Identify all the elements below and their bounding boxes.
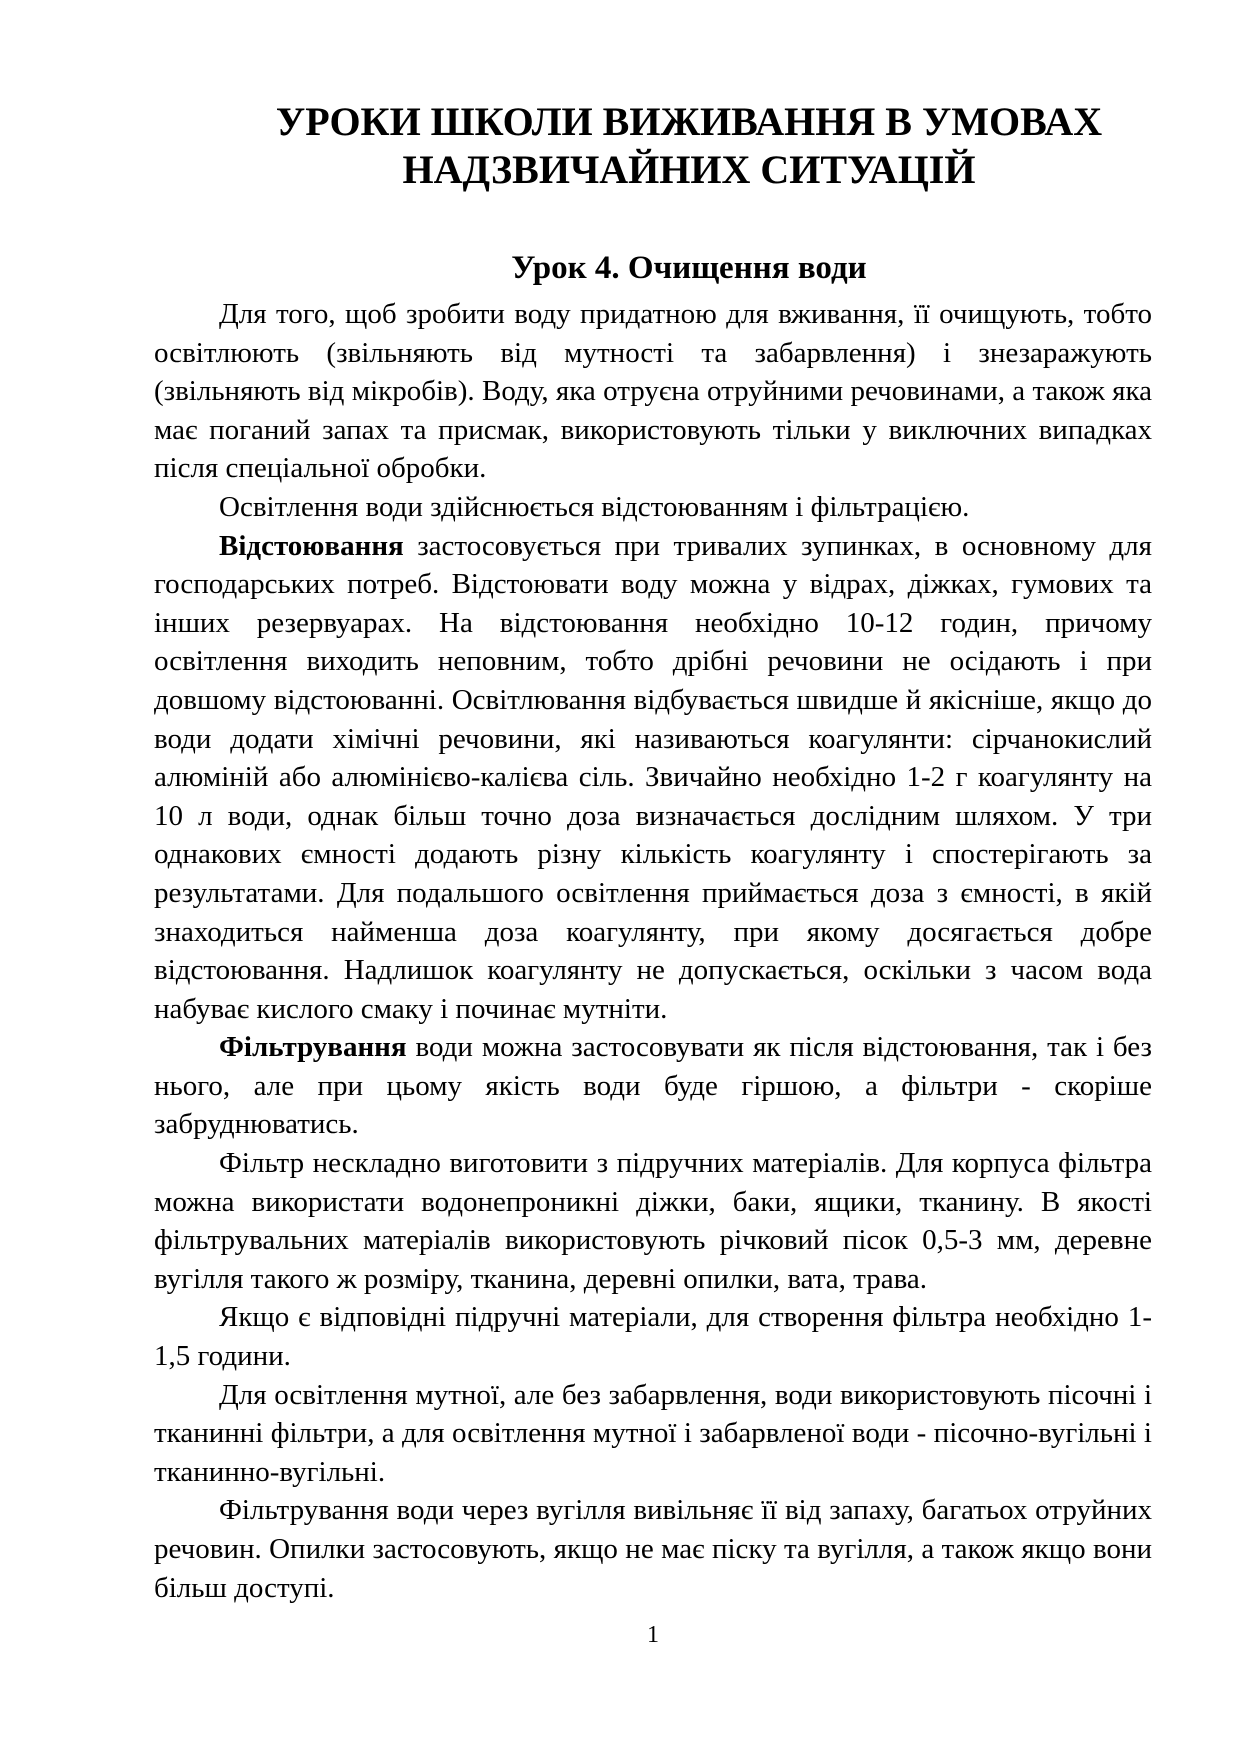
page-number: 1 — [647, 1622, 659, 1648]
paragraph: Для того, щоб зробити воду придатною для вживання, її очищують, тобто освітлюють (звільняють від мутності та забарвлення) і знезаражують (звільняють від мікробів). Воду, яка отруєна отруйними речовинами, а також яка має поганий запах та присмак, використовують тільки у виключних випадках після спеціальної обробки. — [154, 298, 1152, 485]
paragraph: Фільтрування води можна застосовувати як після відстоювання, так і без нього, але при цьому якість води буде гіршою, а фільтри - скоріше забруднюватись. — [154, 1031, 1152, 1141]
paragraph-lead-term: Фільтрування — [219, 1031, 407, 1064]
document-title: УРОКИ ШКОЛИ ВИЖИВАННЯ В УМОВАХ НАДЗВИЧАЙНИХ СИТУАЦІЙ — [275, 99, 1103, 192]
paragraph: Фільтр нескладно виготовити з підручних матеріалів. Для корпуса фільтра можна використати водонепроникні діжки, баки, ящики, тканину. В якості фільтрувальних матеріалів використовують річковий пісок 0,5-3 мм, деревне вугілля такого ж розміру, тканина, деревні опилки, вата, трава. — [154, 1147, 1152, 1295]
lesson-heading: Урок 4. Очищення води — [511, 250, 867, 286]
paragraph: Якщо є відповідні підручні матеріали, для створення фільтра необхідно 1-1,5 години. — [154, 1301, 1152, 1373]
paragraph-lead-term: Відстоювання — [219, 529, 404, 562]
document-body — [154, 295, 1152, 1607]
paragraph: Фільтрування води через вугілля вивільняє її від запаху, багатьох отруйних речовин. Опилки застосовують, якщо не має піску та вугілля, а також якщо вони більш доступі. — [154, 1494, 1152, 1604]
text-block — [154, 0, 1152, 1607]
paragraph: Освітлення води здійснюється відстоюванням і фільтрацією. — [219, 490, 970, 523]
paragraph: Для освітлення мутної, але без забарвлення, води використовують пісочні і тканинні фільтри, а для освітлення мутної і забарвленої води - пісочно-вугільні і тканинно-вугільні. — [154, 1378, 1152, 1488]
paragraph: Відстоювання застосовується при тривалих зупинках, в основному для господарських потреб. Відстоювати воду можна у відрах, діжках, гумових та інших резервуарах. На відстоювання необхідно 10-12 годин, причому освітлення виходить неповним, тобто дрібні речовини не осідають і при довшому відстоюванні. Освітлювання відбувається швидше й якісніше, якщо до води додати хімічні речовини, які називаються коагулянти: сірчанокислий алюміній або алюмінієво-калієва сіль. Звичайно необхідно 1-2 г коагулянту на 10 л води, однак більш точно доза визначається дослідним шляхом. У три однакових ємності додають різну кількість коагулянту і спостерігають за результатами. Для подальшого освітлення приймається доза з ємності, в якій знаходиться найменша доза коагулянту, при якому досягається добре відстоювання. Надлишок коагулянту не допускається, оскільки з часом вода набуває кислого смаку і починає мутніти. — [154, 529, 1152, 1025]
